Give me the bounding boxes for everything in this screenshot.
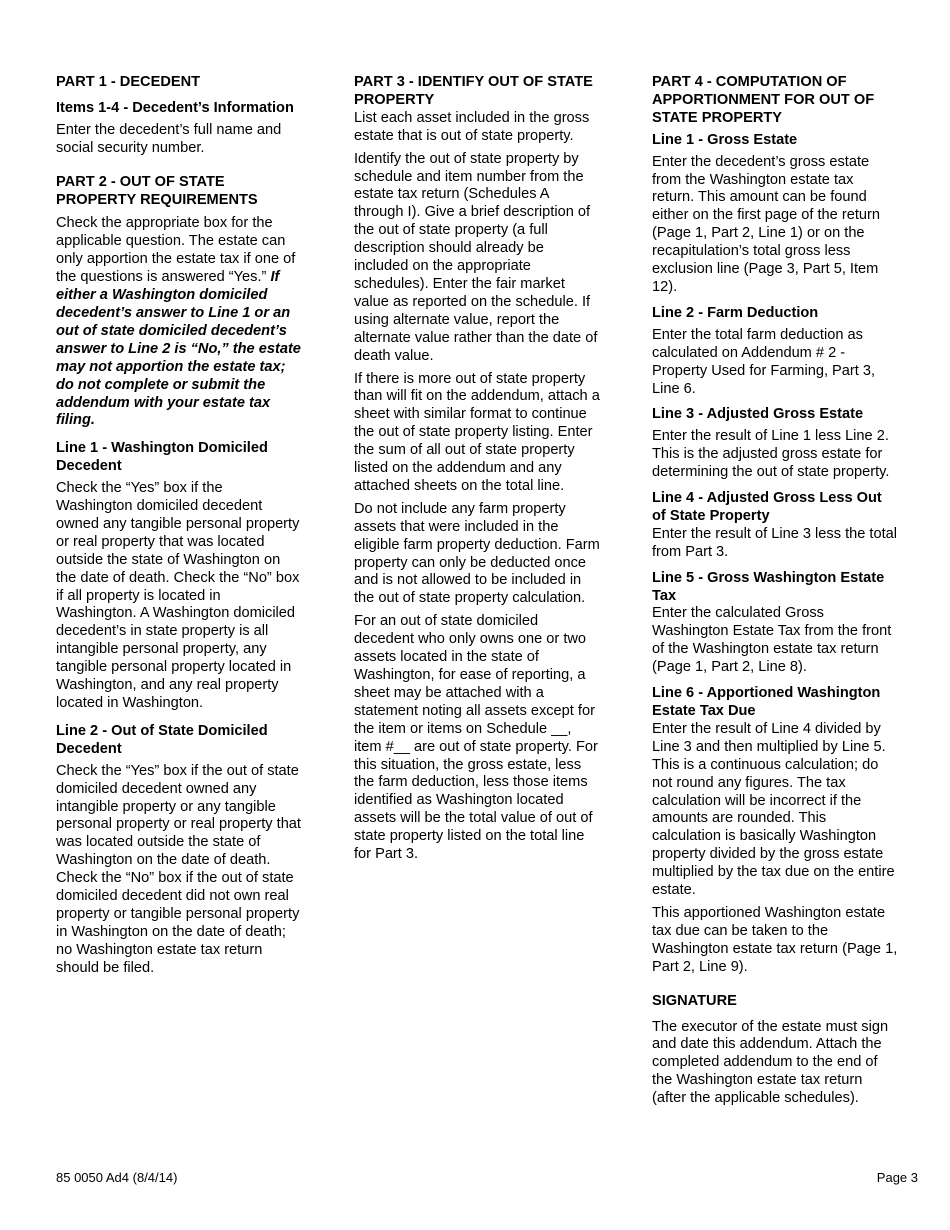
part4-line1-heading: Line 1 - Gross Estate bbox=[652, 131, 798, 148]
part4-line6-heading: Line 6 - Apportioned Washington Estate Tax Due bbox=[652, 685, 881, 719]
part2-title: PART 2 - OUT OF STATE PROPERTY REQUIREMENTS bbox=[56, 173, 258, 208]
items-1-4-text: Enter the decedent’s full name and social security number. bbox=[56, 121, 282, 156]
part2-text-plain: Check the appropriate box for the applicable question. The estate can only apportion the estate tax if one of the questions is answered “Yes.” bbox=[56, 215, 296, 286]
column-left bbox=[56, 74, 302, 978]
part4-line2-text: Enter the total farm deduction as calculated on Addendum # 2 - Property Used for Farming, Part 3, Line 6. bbox=[652, 326, 876, 397]
form-number: 85 0050 Ad4 (8/4/14) bbox=[56, 1170, 178, 1185]
part4-line2-heading: Line 2 - Farm Deduction bbox=[652, 304, 819, 321]
part4-line6-text-2: This apportioned Washington estate tax due can be taken to the Washington estate tax return (Page 1, Part 2, Line 9). bbox=[652, 904, 898, 975]
part4-line3-text: Enter the result of Line 1 less Line 2. This is the adjusted gross estate for determining the out of state property. bbox=[652, 428, 890, 481]
part4-title: PART 4 - COMPUTATION OF APPORTIONMENT FOR OUT OF STATE PROPERTY bbox=[652, 74, 875, 126]
signature-title: SIGNATURE bbox=[652, 992, 737, 1009]
part4-line6-text: Enter the result of Line 4 divided by Line 3 and then multiplied by Line 5. This is a continuous calculation; do not round any figures. The tax calculation will be incorrect if the amounts are rounded. This calculation is basically Washington property divided by the gross estate multiplied by the tax due on the entire estate. bbox=[652, 720, 895, 899]
column-middle bbox=[354, 74, 600, 864]
page-number: Page 3 bbox=[876, 1170, 918, 1185]
column-right bbox=[652, 74, 898, 1108]
part4-line3-heading: Line 3 - Adjusted Gross Estate bbox=[652, 406, 864, 423]
items-1-4-heading: Items 1-4 - Decedent’s Information bbox=[56, 99, 294, 116]
part1-title: PART 1 - DECEDENT bbox=[56, 74, 201, 90]
part4-line5-text: Enter the calculated Gross Washington Estate Tax from the front of the Washington estate tax return (Page 1, Part 2, Line 8). bbox=[652, 605, 892, 676]
line2-text: Check the “Yes” box if the out of state domiciled decedent owned any intangible property or any tangible personal property or real property that was located outside the state of Washington on the date of death. Check the “No” box if the out of state domiciled decedent did not own real property or tangible personal property in Washington on the date of death; no Washington estate tax return should be filed. bbox=[56, 762, 301, 976]
part4-line4-text: Enter the result of Line 3 less the total from Part 3. bbox=[652, 525, 897, 560]
part3-paragraph-3: If there is more out of state property than will fit on the addendum, attach a sheet with similar format to continue the out of state property listing. Enter the sum of all out of state property listed on the addendum and any attached sheets on the total line. bbox=[354, 370, 600, 494]
part4-line5-heading: Line 5 - Gross Washington Estate Tax bbox=[652, 569, 885, 604]
part3-paragraph-1: List each asset included in the gross estate that is out of state property. bbox=[354, 109, 590, 144]
part3-paragraph-5: For an out of state domiciled decedent who only owns one or two assets located in the state of Washington, for ease of reporting, a sheet may be attached with a statement noting all assets except for the item or items on Schedule __, item #__ are out of state property. For this situation, the gross estate, less the farm deduction, less those items identified as Washington located assets will be the total value of out of state property listed on the total line for Part 3. bbox=[354, 613, 598, 863]
part4-line4-heading: Line 4 - Adjusted Gross Less Out of State Property bbox=[652, 490, 882, 524]
signature-text: The executor of the estate must sign and date this addendum. Attach the completed addendum to the end of the Washington estate tax return (after the applicable schedules). bbox=[652, 1018, 889, 1107]
part2-text bbox=[56, 215, 302, 430]
part3-title: PART 3 - IDENTIFY OUT OF STATE PROPERTY bbox=[354, 74, 593, 108]
line1-text: Check the “Yes” box if the Washington domiciled decedent owned any tangible personal property or real property that was located outside the state of Washington on the date of death. Check the “No” box if all property is located in Washington. A Washington domiciled decedent’s in state property is all intangible personal property, any tangible personal property located in Washington, and any real property located in Washington. bbox=[56, 480, 300, 711]
part4-line1-text: Enter the decedent’s gross estate from the Washington estate tax return. This amount can be found either on the first page of the return (Page 1, Part 2, Line 1) or on the recapitulation’s total gross less exclusion line (Page 3, Part 5, Item 12). bbox=[652, 153, 880, 295]
part2-text-bold: If either a Washington domiciled decedent’s answer to Line 1 or an out of state domiciled decedent’s answer to Line 2 is “No,” the estate may not apportion the estate tax; do not complete or submit the addendum with your estate tax filing. bbox=[56, 269, 301, 429]
line1-heading: Line 1 - Washington Domiciled Decedent bbox=[56, 440, 268, 475]
line2-heading: Line 2 - Out of State Domiciled Decedent bbox=[56, 722, 268, 757]
part3-paragraph-2: Identify the out of state property by schedule and item number from the estate tax return (Schedules A through I). Give a brief description of the out of state property (a full description should already be included on the appropriate schedules). Enter the fair market value as reported on the schedule. If using alternate value, report the alternate value rather than the date of death value. bbox=[354, 150, 598, 364]
part3-paragraph-4: Do not include any farm property assets that were included in the eligible farm property deduction. Farm property can only be deducted once and is not allowed to be included in the out of state property calculation. bbox=[354, 500, 600, 607]
